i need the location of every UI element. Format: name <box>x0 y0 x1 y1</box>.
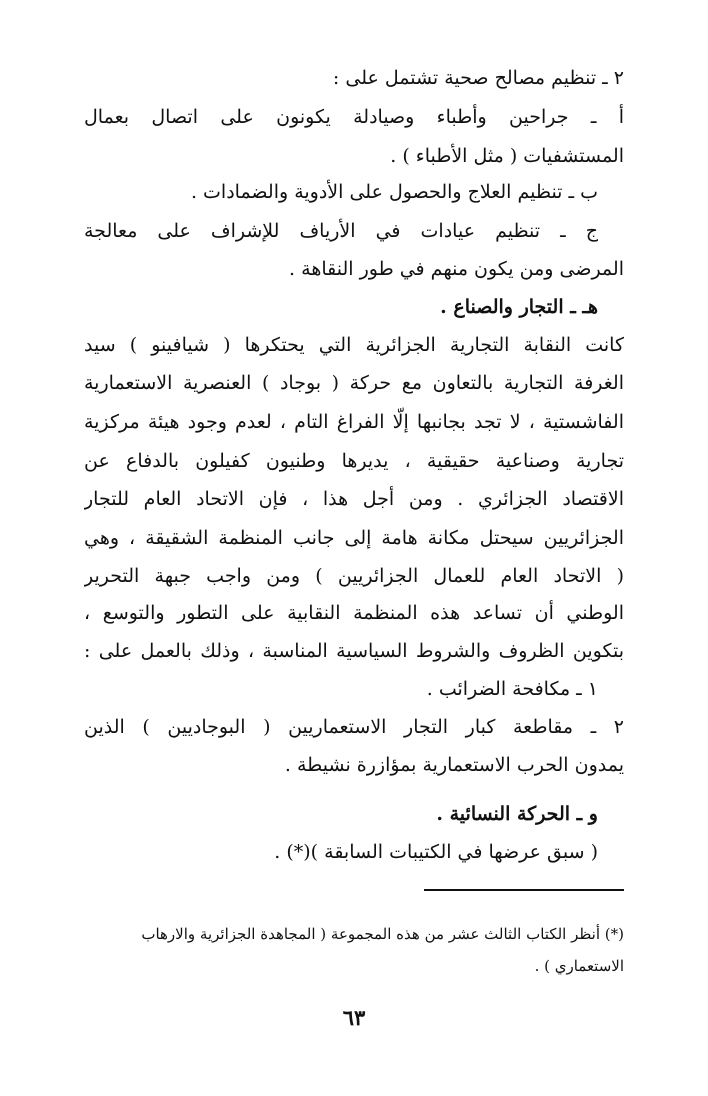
text-line: أ ـ جراحين وأطباء وصيادلة يكونون على اتصال بعمال <box>84 106 624 128</box>
section-heading: و ـ الحركة النسائية . <box>436 803 598 825</box>
footnote-line: (*) أنظر الكتاب الثالث عشر من هذه المجموعة ( المجاهدة الجزائرية والارهاب <box>141 925 624 943</box>
text-line: بتكوين الظروف والشروط السياسية المناسبة ، وذلك بالعمل على : <box>84 640 624 662</box>
section-heading: هـ ـ التجار والصناع . <box>440 296 598 318</box>
text-line: ٢ ـ مقاطعة كبار التجار الاستعماريين ( البوجاديين ) الذين <box>84 716 624 738</box>
text-line: ٢ ـ تنظيم مصالح صحية تشتمل على : <box>332 67 624 89</box>
text-line: الوطني أن تساعد هذه المنظمة النقابية على التطور والتوسع ، <box>84 602 624 624</box>
text-line: المستشفيات ( مثل الأطباء ) . <box>390 145 624 167</box>
page-number: ٦٣ <box>342 1005 366 1030</box>
text-line: ج ـ تنظيم عيادات في الأرياف للإشراف على معالجة <box>84 220 598 242</box>
text-line: المرضى ومن يكون منهم في طور النقاهة . <box>289 258 624 280</box>
footnote-separator <box>424 889 624 891</box>
text-line: ( الاتحاد العام للعمال الجزائريين ) ومن واجب جبهة التحرير <box>84 565 624 587</box>
text-line: الغرفة التجارية بالتعاون مع حركة ( بوجاد ) العنصرية الاستعمارية <box>84 372 624 394</box>
text-line: الفاشستية ، لا تجد بجانبها إلّا الفراغ التام ، لعدم وجود هيئة مركزية <box>84 411 624 433</box>
text-line: تجارية وصناعية حقيقية ، يديرها وطنيون كفيلون بالدفاع عن <box>84 450 624 472</box>
text-line: ١ ـ مكافحة الضرائب . <box>426 678 598 700</box>
text-line: الاقتصاد الجزائري . ومن أجل هذا ، فإن الاتحاد العام للتجار <box>84 488 624 510</box>
text-line: ب ـ تنظيم العلاج والحصول على الأدوية والضمادات . <box>190 181 598 203</box>
text-line: يمدون الحرب الاستعمارية بمؤازرة نشيطة . <box>284 754 624 776</box>
text-line: الجزائريين سيحتل مكانة هامة إلى جانب المنظمة الشقيقة ، وهي <box>84 527 624 549</box>
footnote-line: الاستعماري ) . <box>534 957 624 975</box>
text-line: ( سبق عرضها في الكتيبات السابقة )(*) . <box>274 841 598 863</box>
text-line: كانت النقابة التجارية الجزائرية التي يحتكرها ( شيافينو ) سيد <box>84 334 624 356</box>
